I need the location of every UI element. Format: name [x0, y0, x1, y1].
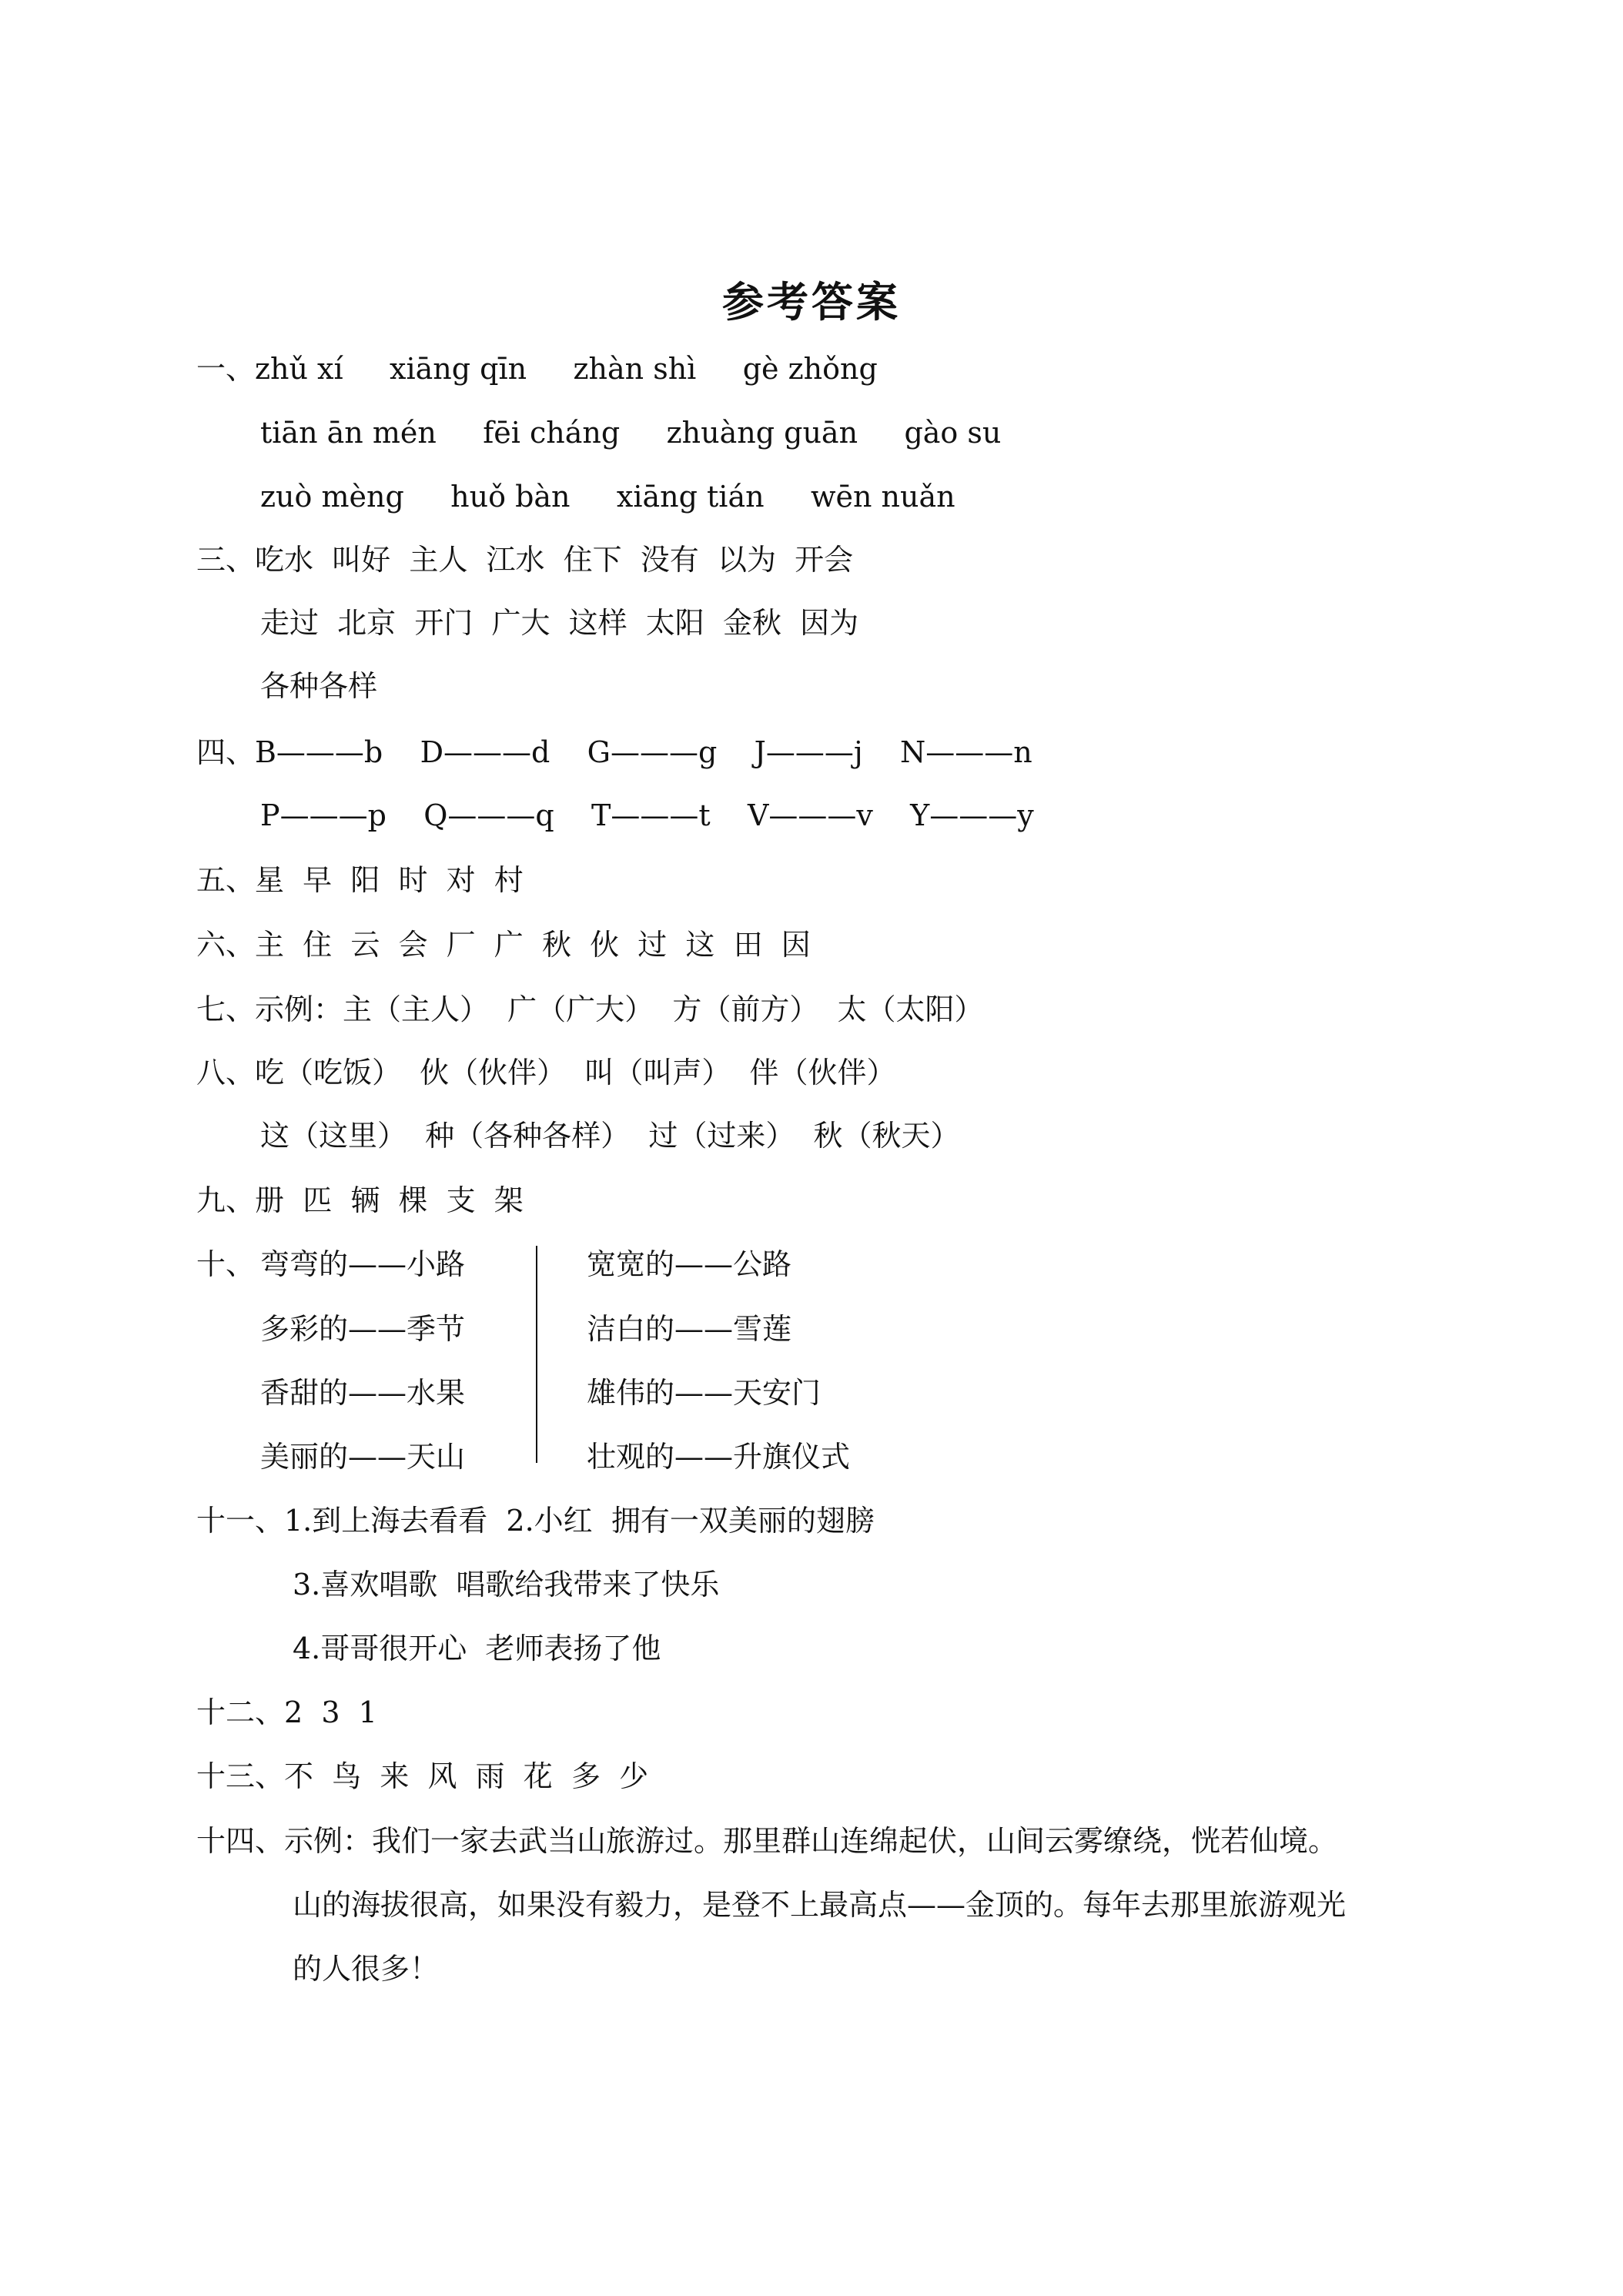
answer-10-right-2: 洁白的——雪莲 — [587, 1312, 792, 1346]
answer-14-line-3: 的人很多！ — [293, 1952, 440, 1986]
answer-8-line-2: 这（这里） 种（各种各样） 过（过来） 秋（秋天） — [260, 1119, 960, 1153]
answer-4-line-2: P———p Q———q T———t V———v Y———y — [260, 798, 1034, 832]
answer-1-line-1: 一、zhǔ xí xiāng qīn zhàn shì gè zhǒng — [196, 352, 878, 386]
answer-10-prefix: 十、 — [196, 1247, 256, 1281]
page-title: 参考答案 — [722, 278, 901, 326]
answer-10-right-4: 壮观的——升旗仪式 — [587, 1440, 851, 1474]
answer-10-left-4: 美丽的——天山 — [260, 1440, 466, 1474]
answer-10-left-1: 弯弯的——小路 — [260, 1247, 466, 1281]
answer-1-line-2: tiān ān mén fēi cháng zhuàng guān gào su — [260, 416, 1002, 450]
answer-14-line-1: 十四、示例：我们一家去武当山旅游过。那里群山连绵起伏，山间云雾缭绕，恍若仙境。 — [196, 1824, 1338, 1858]
answer-6: 六、主 住 云 会 厂 广 秋 伙 过 这 田 因 — [196, 928, 811, 962]
answer-10-left-3: 香甜的——水果 — [260, 1376, 466, 1410]
answer-12: 十二、2 3 1 — [196, 1695, 377, 1729]
column-divider — [536, 1246, 537, 1463]
answer-10-right-3: 雄伟的——天安门 — [587, 1376, 822, 1410]
answer-11-line-1: 十一、1.到上海去看看 2.小红 拥有一双美丽的翅膀 — [196, 1504, 875, 1538]
answer-3-line-2: 走过 北京 开门 广大 这样 太阳 金秋 因为 — [260, 606, 859, 640]
answer-7: 七、示例：主（主人） 广（广大） 方（前方） 太（太阳） — [196, 992, 984, 1026]
answer-3-line-1: 三、吃水 叫好 主人 江水 住下 没有 以为 开会 — [196, 543, 854, 577]
answer-10-right-1: 宽宽的——公路 — [587, 1247, 792, 1281]
answer-11-line-2: 3.喜欢唱歌 唱歌给我带来了快乐 — [293, 1568, 720, 1602]
answer-8-line-1: 八、吃（吃饭） 伙（伙伴） 叫（叫声） 伴（伙伴） — [196, 1056, 896, 1089]
answer-14-line-2: 山的海拔很高，如果没有毅力，是登不上最高点——金顶的。每年去那里旅游观光 — [293, 1888, 1347, 1922]
answer-11-line-3: 4.哥哥很开心 老师表扬了他 — [293, 1632, 661, 1665]
answer-13: 十三、不 鸟 来 风 雨 花 多 少 — [196, 1759, 649, 1793]
answer-10-left-2: 多彩的——季节 — [260, 1312, 466, 1346]
answer-5: 五、星 早 阳 时 对 村 — [196, 863, 524, 897]
answer-4-line-1: 四、B———b D———d G———g J———j N———n — [196, 735, 1032, 769]
answer-1-line-3: zuò mèng huǒ bàn xiāng tián wēn nuǎn — [260, 480, 955, 514]
answer-3-line-3: 各种各样 — [260, 669, 378, 703]
answer-9: 九、册 匹 辆 棵 支 架 — [196, 1183, 524, 1217]
